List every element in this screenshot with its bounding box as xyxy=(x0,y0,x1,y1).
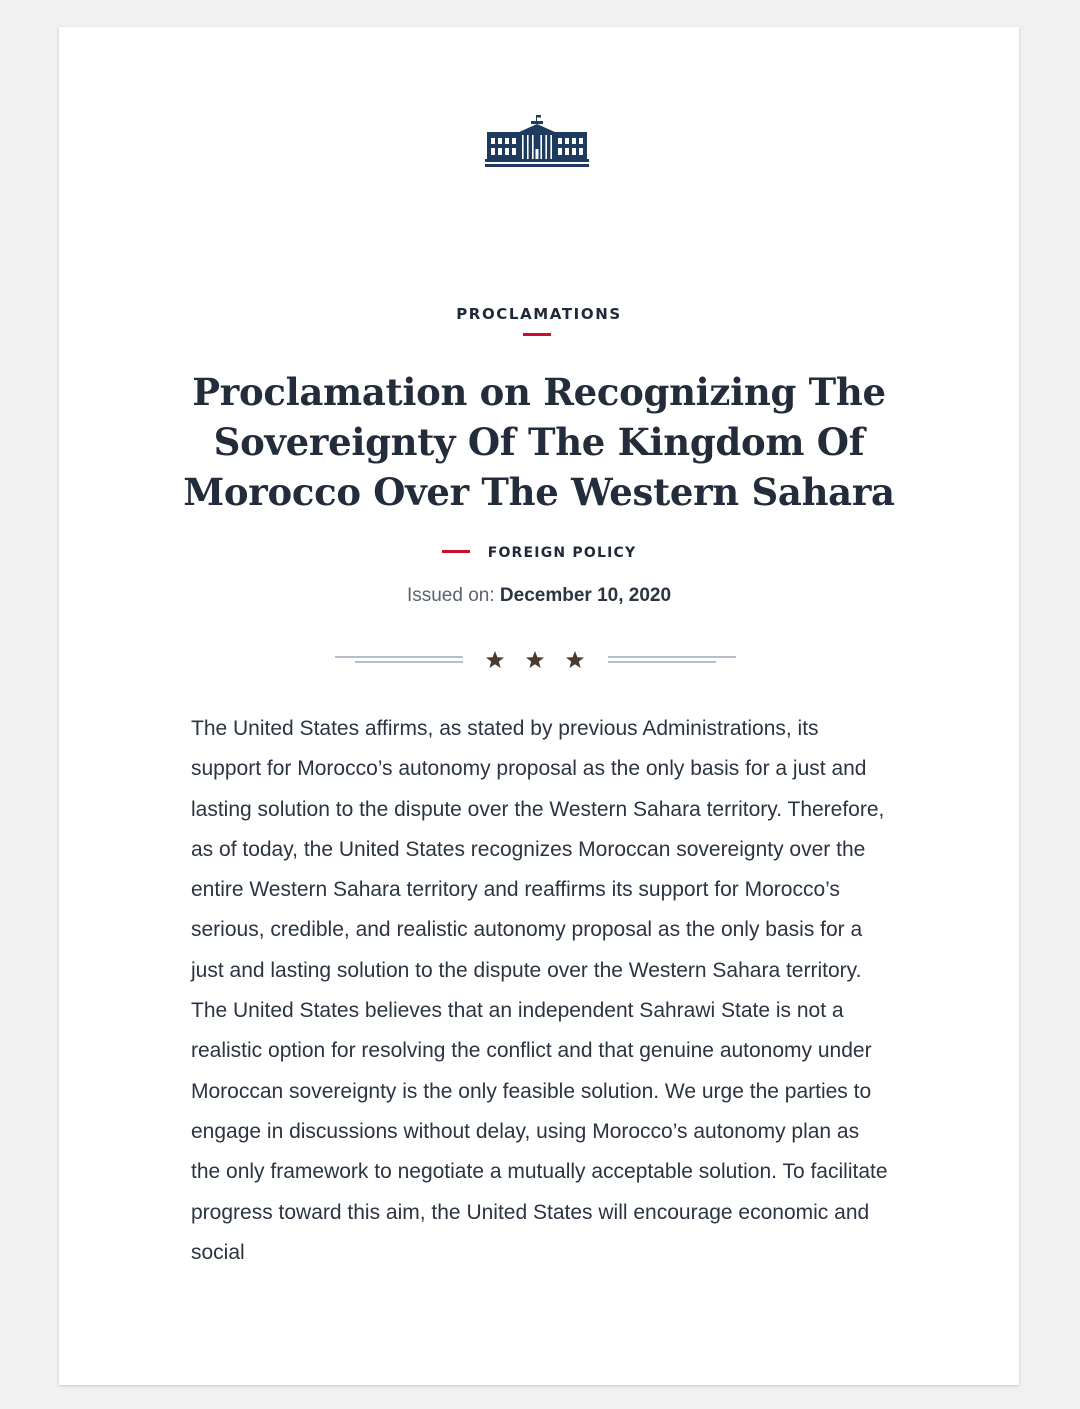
star-divider xyxy=(335,647,738,673)
category-accent-rule xyxy=(442,550,470,553)
star-icon xyxy=(566,651,584,668)
white-house-icon[interactable] xyxy=(485,115,589,167)
page-title: Proclamation on Recognizing The Sovereignty Of The Kingdom Of Morocco Over The Western Sahara xyxy=(183,370,895,514)
section-label[interactable]: PROCLAMATIONS xyxy=(456,305,622,323)
issued-date: December 10, 2020 xyxy=(499,585,672,606)
issued-date-line xyxy=(59,585,1019,607)
star-icon xyxy=(486,651,504,668)
issued-label: Issued on: xyxy=(406,585,495,606)
category-tag[interactable] xyxy=(59,545,1019,561)
section-accent-rule xyxy=(523,333,551,336)
category-label: FOREIGN POLICY xyxy=(487,545,637,561)
article-body: The United States affirms, as stated by previous Administrations, its support for Morocco’s autonomy proposal as the only basis for a just and lasting solution to the dispute over the Western Sahara territory. Therefore, as of today, the United States recognizes Moroccan sovereignty over the entire Western Sahara territory and reaffirms its support for Morocco’s serious, credible, and realistic autonomy proposal as the only basis for a just and lasting solution to the dispute over the Western Sahara territory. The United States believes that an independent Sahrawi State is not a realistic option for resolving the conflict and that genuine autonomy under Moroccan sovereignty is the only feasible solution. We urge the parties to engage in discussions without delay, using Morocco’s autonomy plan as the only framework to negotiate a mutually acceptable solution. To facilitate progress toward this aim, the United States will encourage economic and social xyxy=(191,717,888,1264)
star-icon xyxy=(526,651,544,668)
article-page xyxy=(59,27,1019,1385)
